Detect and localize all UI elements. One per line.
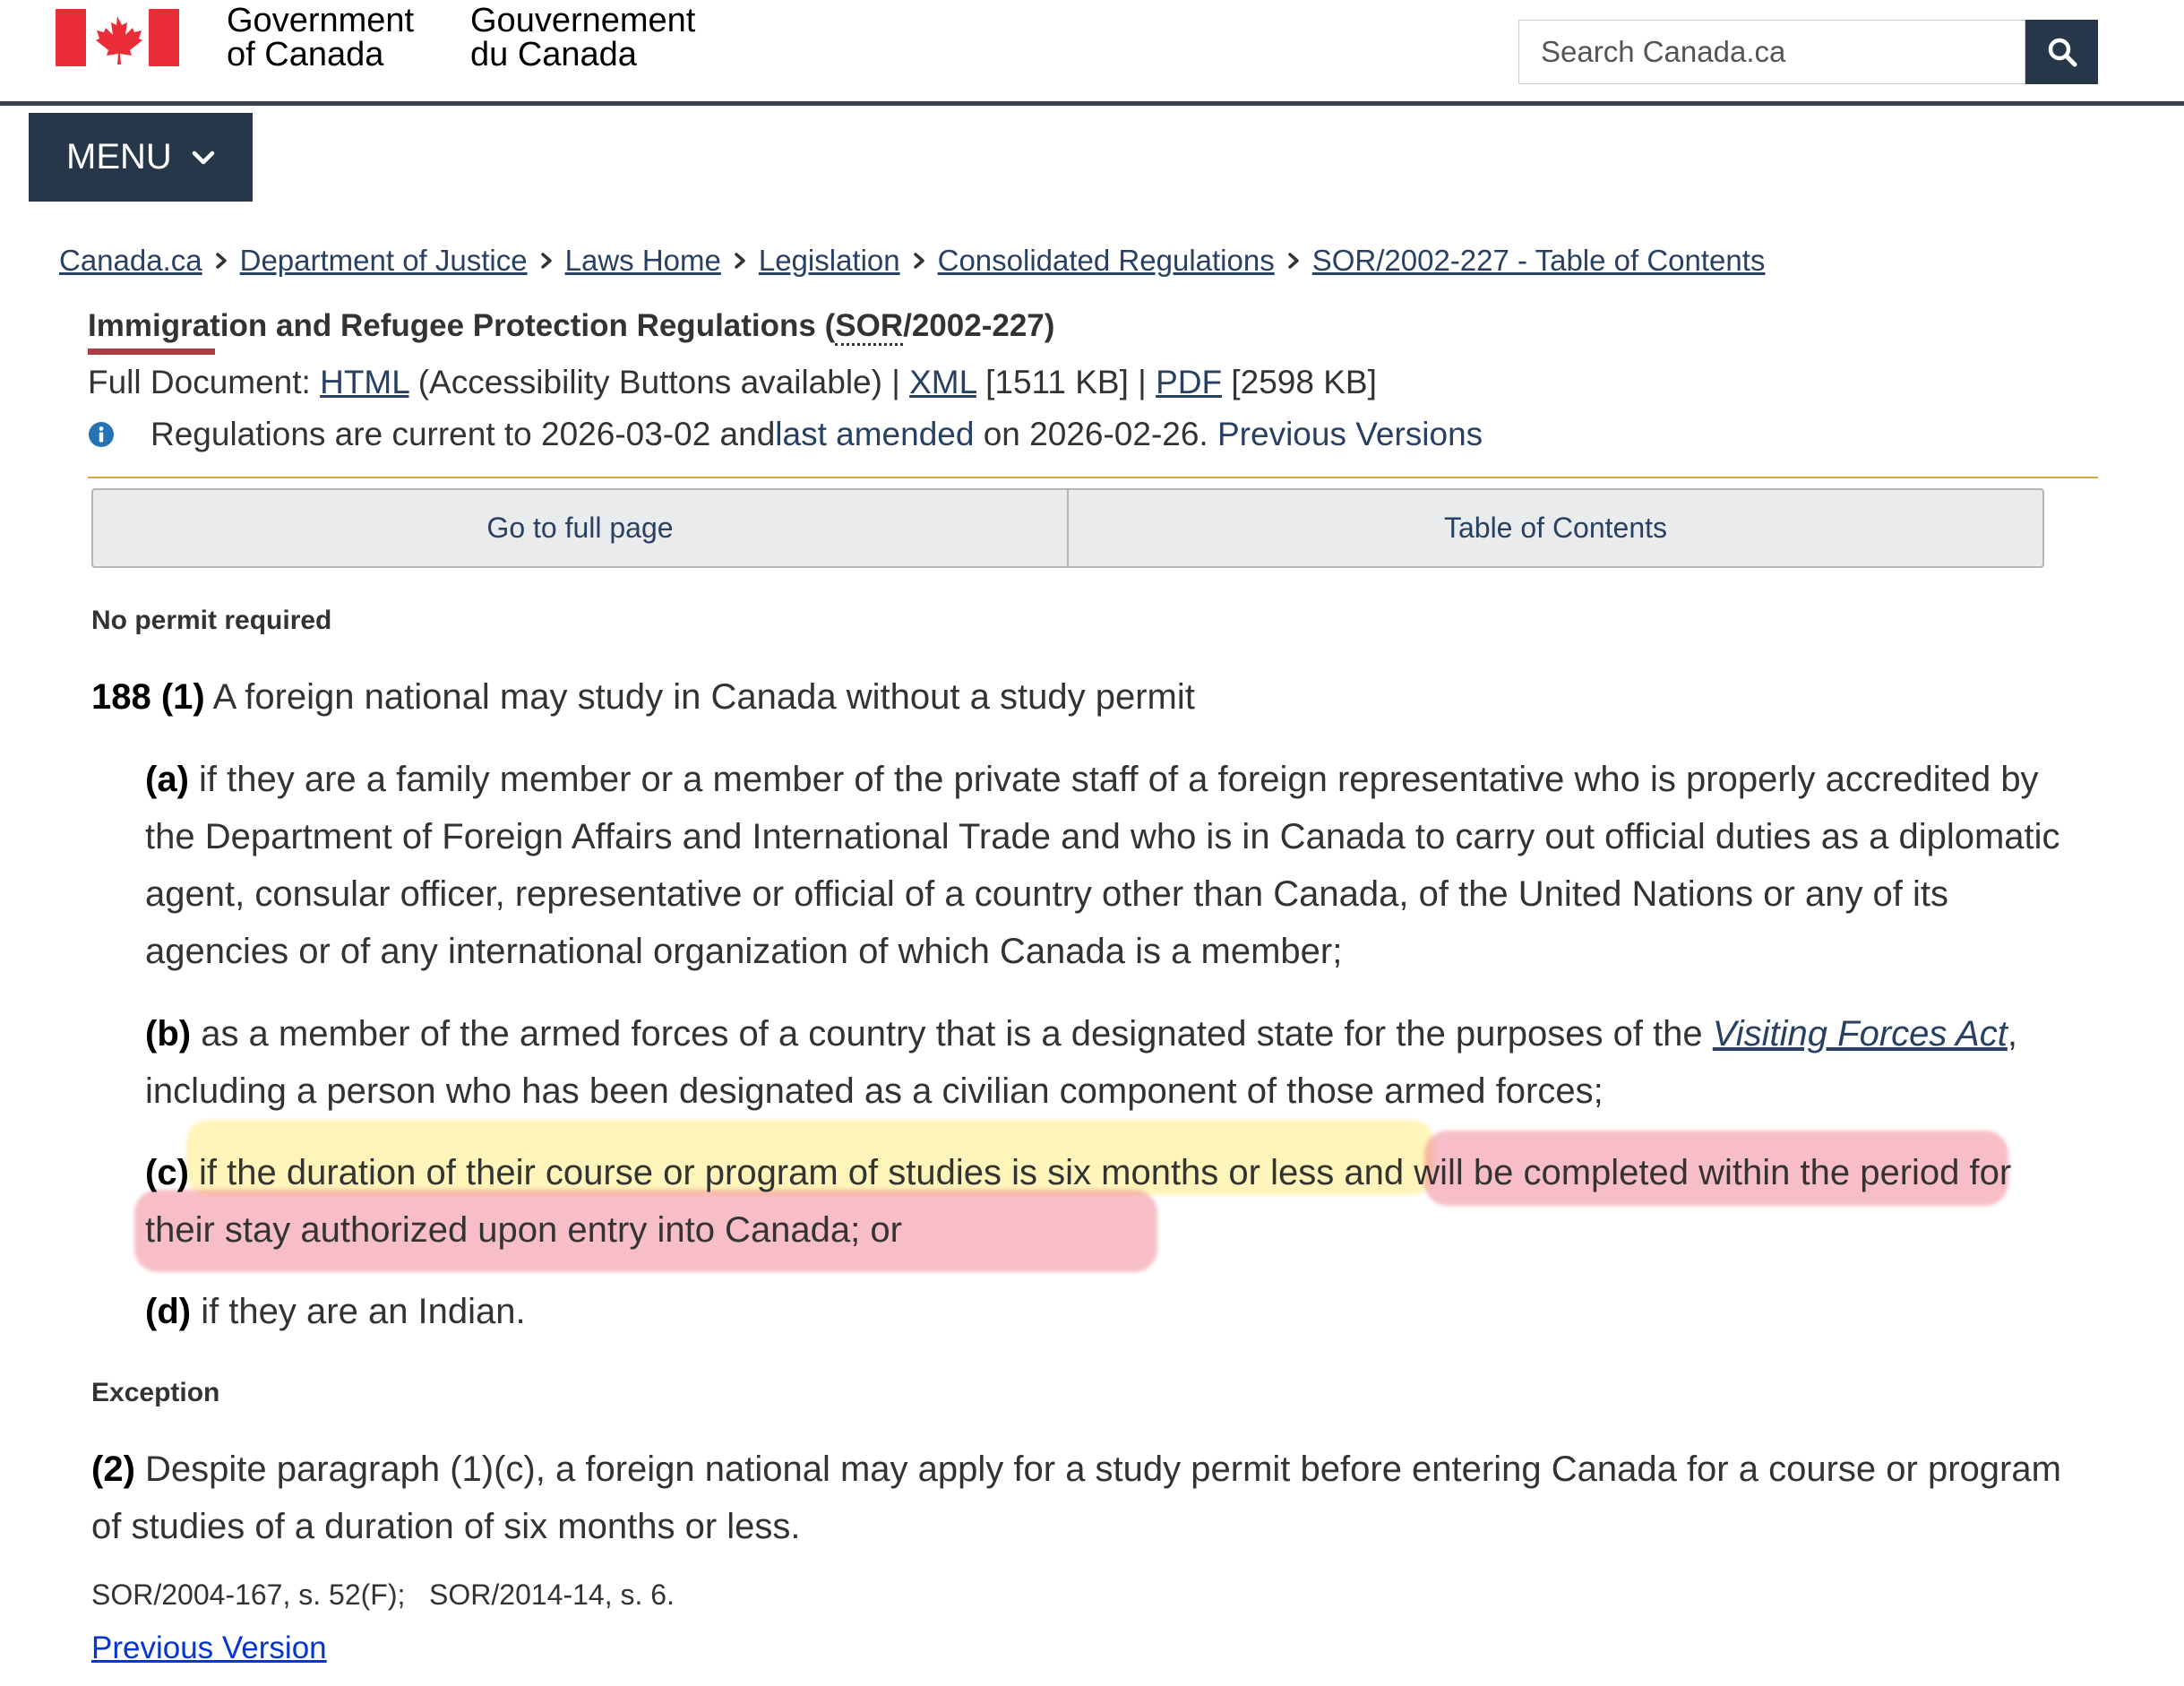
paragraph-d-label: (d) [145,1292,192,1331]
paragraph-d-text: if they are an Indian. [191,1292,526,1331]
currency-notice [88,416,1483,453]
visiting-forces-act-link[interactable]: Visiting Forces Act [1712,1014,2008,1054]
title-accent-bar [88,348,215,355]
chevron-right-icon [540,252,553,270]
section-2-text: Despite paragraph (1)(c), a foreign national may apply for a study permit before entering Canada for a course or program of studies of a duration of six months or less. [91,1449,2061,1546]
paragraph-a-label: (a) [145,760,189,799]
title-suffix: /2002-227) [903,308,1055,343]
sor-abbreviation: SOR [835,308,903,346]
breadcrumb-table-of-contents[interactable]: SOR/2002-227 - Table of Contents [1311,244,1766,277]
paragraph-d [145,1283,526,1340]
search-button[interactable] [2025,20,2098,84]
site-header [0,0,2184,106]
chevron-right-icon [215,252,228,270]
info-icon [88,421,115,448]
section-188-1 [91,668,1195,726]
chevron-right-icon [913,252,925,270]
full-doc-label: Full Document: [88,364,321,400]
full-document-line [88,364,1377,401]
paragraph-c [145,1144,2071,1259]
amendment-citation: SOR/2004-167, s. 52(F); SOR/2014-14, s. 6. [91,1578,675,1611]
search-input[interactable] [1518,20,2025,84]
search-icon [2047,37,2077,67]
breadcrumb-laws-home[interactable]: Laws Home [564,244,721,277]
breadcrumb-justice[interactable]: Department of Justice [239,244,528,277]
section-number: 188 (1) [91,677,205,717]
previous-version-link[interactable]: Previous Version [91,1630,327,1665]
xml-size: [1511 KB] | [976,364,1156,400]
chevron-down-icon [192,150,215,166]
paragraph-c-label: (c) [145,1153,189,1192]
paragraph-b-text-1: as a member of the armed forces of a country that is a designated state for the purposes of the [191,1014,1713,1054]
page-title [88,308,1054,344]
html-link[interactable]: HTML [320,364,409,400]
html-note: (Accessibility Buttons available) | [408,364,910,400]
chevron-right-icon [734,252,746,270]
menu-button[interactable] [29,113,253,202]
breadcrumb-canada[interactable]: Canada.ca [59,244,202,277]
paragraph-b [145,1005,2071,1120]
menu-label: MENU [66,137,172,176]
pdf-link[interactable]: PDF [1156,364,1223,400]
last-amended-link[interactable]: last amended [775,416,975,452]
chevron-right-icon [1287,252,1300,270]
breadcrumb [59,244,1765,278]
xml-link[interactable]: XML [909,364,976,400]
document-nav [91,488,2044,568]
heading-exception: Exception [91,1378,220,1407]
canada-flag-icon[interactable] [56,9,179,66]
section-text: A foreign national may study in Canada without a study permit [204,677,1195,717]
section-188-2 [91,1441,2080,1555]
table-of-contents-button[interactable]: Table of Contents [1067,490,2042,566]
paragraph-b-label: (b) [145,1014,192,1054]
government-signature-en[interactable]: Government of Canada [227,2,415,73]
paragraph-a-text: if they are a family member or a member of the private staff of a foreign representative who is properly accredited by the Department of Foreign Affairs and International Trade and who is in Canada to carry out official duties as a diplomatic agent, consular officer, representative or official of a country other than Canada, of the United Nations or any of its agencies or of any international organization of which Canada is a member; [145,760,2060,971]
government-signature-fr[interactable]: Gouvernement du Canada [470,2,696,73]
current-middle: on 2026-02-26. [974,416,1217,452]
divider [88,477,2098,478]
title-prefix: Immigration and Refugee Protection Regulations ( [88,308,836,343]
go-to-full-page-button[interactable]: Go to full page [486,512,674,544]
paragraph-b-text-2: , including a person who has been designated as a civilian component of those armed forces; [145,1014,2017,1111]
pdf-size: [2598 KB] [1222,364,1377,400]
breadcrumb-legislation[interactable]: Legislation [758,244,900,277]
paragraph-a [145,751,2071,980]
breadcrumb-consolidated-regulations[interactable]: Consolidated Regulations [937,244,1275,277]
current-prefix: Regulations are current to 2026-03-02 and [150,416,776,452]
previous-versions-link[interactable]: Previous Versions [1217,416,1483,452]
section-2-number: (2) [91,1449,135,1489]
paragraph-c-text: if the duration of their course or program of studies is six months or less and will be completed within the period for their stay authorized upon entry into Canada; or [145,1153,2012,1250]
heading-no-permit-required: No permit required [91,606,332,635]
